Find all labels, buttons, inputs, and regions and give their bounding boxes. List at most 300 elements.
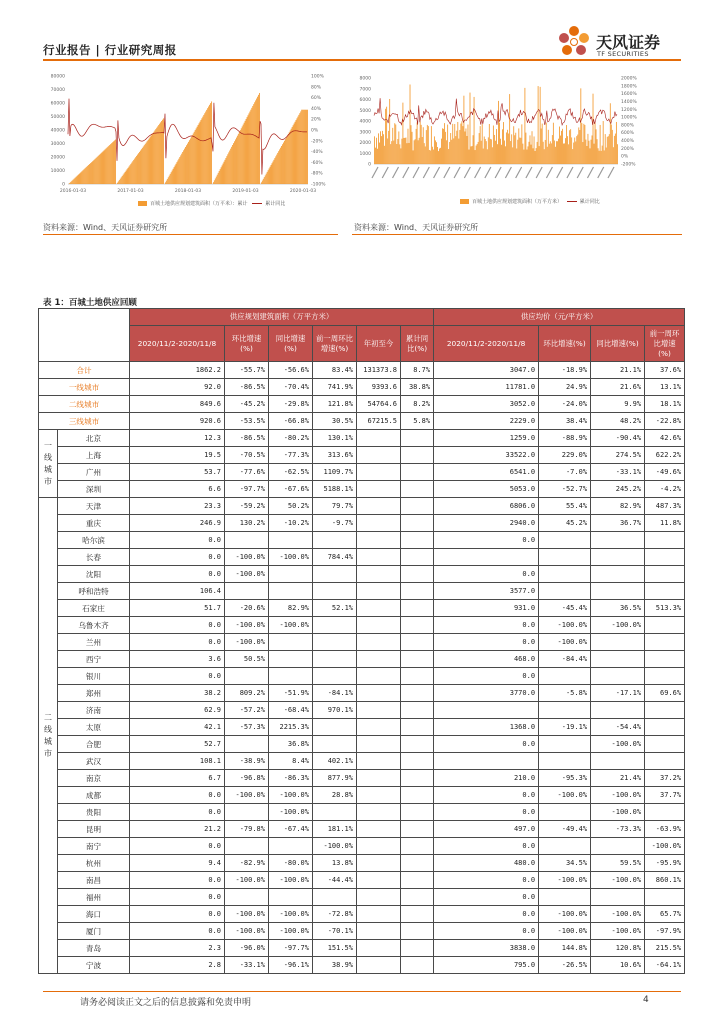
- bar: [179, 157, 180, 184]
- table-header-group-row: [39, 309, 685, 326]
- bar: [564, 143, 565, 164]
- bar: [80, 173, 81, 184]
- city-name: 上海: [58, 447, 130, 464]
- table-cell: 45.2%: [539, 515, 591, 532]
- table-cell: 784.4%: [313, 549, 357, 566]
- table-cell: -77.3%: [269, 447, 313, 464]
- bar: [103, 151, 104, 184]
- report-header-title: 行业报告 | 行业研究周报: [43, 43, 177, 57]
- city-name: 天津: [58, 498, 130, 515]
- bar: [230, 149, 231, 184]
- bar: [246, 119, 247, 184]
- bar: [571, 137, 572, 164]
- bar: [376, 138, 377, 164]
- bar: [439, 149, 440, 164]
- table-cell: 3770.0: [434, 685, 539, 702]
- bar: [156, 128, 157, 184]
- bar: [535, 151, 536, 164]
- bar: [481, 141, 482, 164]
- table-cell: 0.0: [434, 617, 539, 634]
- table-cell: [401, 855, 434, 872]
- table-cell: -100.0%: [591, 804, 645, 821]
- bar: [293, 125, 294, 184]
- bar: [300, 111, 301, 184]
- city-name: 乌鲁木齐: [58, 617, 130, 634]
- bar: [149, 138, 150, 184]
- bar: [172, 171, 173, 184]
- bar: [450, 133, 451, 164]
- bar: [461, 121, 462, 164]
- bar: [497, 144, 498, 164]
- bar: [296, 118, 297, 184]
- bar: [119, 180, 120, 184]
- table-cell: -64.1%: [645, 957, 685, 974]
- y-axis-right-tick: -20%: [311, 139, 323, 145]
- table-cell: -63.9%: [645, 821, 685, 838]
- bar: [229, 151, 230, 184]
- table-row: [39, 532, 685, 549]
- bar: [238, 134, 239, 184]
- table-row: [39, 804, 685, 821]
- y-axis-left-tick: 7000: [359, 87, 371, 93]
- bar: [147, 141, 148, 184]
- bar: [288, 134, 289, 184]
- bar: [275, 156, 276, 184]
- y-axis-left-tick: 0: [368, 162, 371, 168]
- bar: [395, 124, 396, 164]
- bar: [422, 137, 423, 164]
- table-cell: -100.0%: [269, 923, 313, 940]
- table-cell: [225, 889, 269, 906]
- y-axis-right-tick: 1600%: [621, 92, 637, 98]
- bar: [569, 130, 570, 164]
- bar: [174, 167, 175, 184]
- bar: [438, 151, 439, 164]
- table-cell: -62.5%: [269, 464, 313, 481]
- bar: [125, 172, 126, 184]
- table-cell: -70.5%: [225, 447, 269, 464]
- table-cell: 487.3%: [645, 498, 685, 515]
- bar: [217, 175, 218, 184]
- table-cell: 920.6: [130, 413, 225, 430]
- city-name: 西宁: [58, 651, 130, 668]
- bar: [504, 140, 505, 164]
- legend-line-label: 累计同比: [579, 199, 600, 205]
- bar: [254, 102, 255, 184]
- table-cell: -72.8%: [313, 906, 357, 923]
- bar: [494, 135, 495, 164]
- table-cell: [401, 821, 434, 838]
- bar: [524, 88, 525, 164]
- table-cell: 67215.5: [357, 413, 401, 430]
- table-cell: [225, 804, 269, 821]
- table-cell: -59.2%: [225, 498, 269, 515]
- bar: [86, 167, 87, 184]
- bar: [428, 126, 429, 164]
- table-row: [39, 702, 685, 719]
- table-cell: -82.9%: [225, 855, 269, 872]
- table-cell: [401, 753, 434, 770]
- bar: [474, 97, 475, 164]
- city-name: 成都: [58, 787, 130, 804]
- city-name: 兰州: [58, 634, 130, 651]
- bar: [83, 169, 84, 184]
- bar: [233, 143, 234, 184]
- bar: [270, 167, 271, 184]
- bar: [473, 135, 474, 164]
- bar: [594, 144, 595, 164]
- table-cell: [357, 549, 401, 566]
- table-cell: [357, 889, 401, 906]
- table-row: [39, 634, 685, 651]
- table-header-row: [39, 326, 685, 362]
- table-cell: [225, 838, 269, 855]
- table-cell: [357, 566, 401, 583]
- summary-row: [39, 396, 685, 413]
- y-axis-left-tick: 20000: [50, 155, 65, 161]
- x-axis-tick-mark: [608, 167, 614, 178]
- bar: [294, 124, 295, 184]
- table-cell: -100.0%: [269, 804, 313, 821]
- table-cell: 92.0: [130, 379, 225, 396]
- header-price-group: 供应均价（元/平方米）: [434, 309, 685, 326]
- bar: [482, 124, 483, 164]
- table-cell: [539, 804, 591, 821]
- bar: [411, 125, 412, 164]
- table-row: [39, 940, 685, 957]
- bar: [195, 130, 196, 184]
- bar: [468, 125, 469, 164]
- bar: [282, 144, 283, 184]
- table-cell: 6541.0: [434, 464, 539, 481]
- bar: [291, 129, 292, 184]
- table-cell: 59.5%: [591, 855, 645, 872]
- y-axis-left-tick: 0: [62, 182, 65, 188]
- table-cell: 131373.8: [357, 362, 401, 379]
- table-cell: 51.7: [130, 600, 225, 617]
- bar: [512, 147, 513, 164]
- bar: [452, 124, 453, 164]
- bar: [616, 122, 617, 164]
- table-cell: 0.0: [434, 838, 539, 855]
- table-cell: [645, 549, 685, 566]
- bar: [128, 168, 129, 184]
- bar: [426, 130, 427, 164]
- bar: [241, 128, 242, 184]
- table-cell: [401, 532, 434, 549]
- x-axis-tick-mark: [495, 167, 501, 178]
- bar: [297, 117, 298, 184]
- table-cell: [357, 685, 401, 702]
- table-row: [39, 821, 685, 838]
- bar: [104, 150, 105, 184]
- bar: [224, 160, 225, 184]
- table-cell: [357, 600, 401, 617]
- bar: [255, 100, 256, 184]
- summary-label: 合计: [39, 362, 130, 379]
- table-cell: 0.0: [434, 736, 539, 753]
- bar: [584, 125, 585, 164]
- footer-divider: [43, 991, 681, 992]
- source-divider-left: [43, 234, 338, 235]
- table-cell: -100.0%: [591, 906, 645, 923]
- table-cell: 12.3: [130, 430, 225, 447]
- bar: [554, 140, 555, 164]
- table-cell: 0.0: [130, 532, 225, 549]
- table-row: [39, 481, 685, 498]
- table-row: [39, 872, 685, 889]
- bar: [600, 125, 601, 164]
- summary-label: 一线城市: [39, 379, 130, 396]
- bar: [586, 146, 587, 164]
- flower-logo-icon: [556, 26, 592, 58]
- table-row: [39, 736, 685, 753]
- bar: [177, 160, 178, 184]
- bar: [226, 156, 227, 184]
- table-cell: 10.6%: [591, 957, 645, 974]
- y-axis-left-tick: 80000: [50, 74, 65, 80]
- table-cell: [313, 719, 357, 736]
- table-cell: 0.0: [130, 549, 225, 566]
- bar: [551, 143, 552, 164]
- bar: [514, 135, 515, 164]
- table-cell: [645, 736, 685, 753]
- bar: [193, 133, 194, 184]
- bar: [205, 112, 206, 184]
- bar: [140, 151, 141, 184]
- table-cell: 513.3%: [645, 600, 685, 617]
- table-cell: [539, 753, 591, 770]
- bar: [89, 164, 90, 184]
- bar: [617, 144, 618, 164]
- table-cell: [401, 787, 434, 804]
- bar: [70, 182, 71, 184]
- table-cell: 0.0: [130, 889, 225, 906]
- bar: [487, 149, 488, 164]
- table-cell: -97.7%: [269, 940, 313, 957]
- city-name: 贵阳: [58, 804, 130, 821]
- bar: [610, 103, 611, 164]
- table-cell: 50.5%: [225, 651, 269, 668]
- bar: [592, 135, 593, 164]
- table-cell: [401, 634, 434, 651]
- x-axis-tick-mark: [434, 167, 440, 178]
- bar: [453, 138, 454, 164]
- bar: [519, 138, 520, 164]
- bar: [462, 126, 463, 164]
- bar: [146, 142, 147, 184]
- bar: [415, 139, 416, 164]
- bar: [536, 148, 537, 164]
- bar: [235, 139, 236, 184]
- bar: [534, 136, 535, 164]
- table-cell: [645, 566, 685, 583]
- table-cell: -52.7%: [539, 481, 591, 498]
- bar: [390, 144, 391, 164]
- bar: [374, 136, 375, 164]
- bar: [76, 177, 77, 184]
- table-cell: [357, 770, 401, 787]
- table-cell: [313, 651, 357, 668]
- bar: [289, 132, 290, 184]
- table-cell: 5053.0: [434, 481, 539, 498]
- table-row: [39, 753, 685, 770]
- table-cell: -100.0%: [269, 787, 313, 804]
- bar: [142, 148, 143, 184]
- table-row: [39, 430, 685, 447]
- bar: [567, 136, 568, 164]
- table-row: [39, 651, 685, 668]
- table-cell: -100.0%: [539, 923, 591, 940]
- x-axis-tick-mark: [598, 167, 604, 178]
- table-cell: -100.0%: [225, 566, 269, 583]
- bar: [508, 133, 509, 164]
- table-cell: 33522.0: [434, 447, 539, 464]
- bar: [539, 146, 540, 164]
- chart-weekly-supply-svg: [350, 70, 650, 210]
- table-cell: -100.0%: [591, 872, 645, 889]
- bar: [491, 139, 492, 164]
- table-row: [39, 838, 685, 855]
- table-cell: [401, 719, 434, 736]
- table-cell: 48.2%: [591, 413, 645, 430]
- bar: [75, 178, 76, 184]
- header-yoy-price: 同比增速(%): [591, 326, 645, 362]
- bar: [92, 161, 93, 184]
- bar: [268, 170, 269, 184]
- table-cell: [357, 515, 401, 532]
- table-row: [39, 787, 685, 804]
- table-cell: 0.0: [434, 668, 539, 685]
- table-cell: 0.0: [434, 532, 539, 549]
- table-cell: -96.1%: [269, 957, 313, 974]
- bar: [180, 155, 181, 184]
- table-cell: -100.0%: [269, 549, 313, 566]
- bar: [151, 136, 152, 184]
- bar: [381, 136, 382, 164]
- table-cell: [357, 804, 401, 821]
- table-cell: 0.0: [434, 787, 539, 804]
- bar: [287, 136, 288, 184]
- y-axis-right-tick: 1800%: [621, 84, 637, 90]
- table-cell: [269, 889, 313, 906]
- table-cell: -86.5%: [225, 379, 269, 396]
- table-cell: -100.0%: [269, 872, 313, 889]
- table-cell: 0.0: [434, 566, 539, 583]
- bar: [214, 180, 215, 184]
- bar: [176, 162, 177, 184]
- bar: [397, 139, 398, 164]
- table-cell: [645, 651, 685, 668]
- table-cell: -77.6%: [225, 464, 269, 481]
- bar: [529, 142, 530, 164]
- bar: [398, 131, 399, 164]
- bar: [251, 108, 252, 184]
- bar: [225, 158, 226, 184]
- table-cell: [269, 838, 313, 855]
- y-axis-right-tick: 600%: [621, 131, 634, 137]
- bar: [132, 161, 133, 184]
- table-cell: 82.9%: [269, 600, 313, 617]
- bar: [515, 133, 516, 164]
- bar: [405, 138, 406, 164]
- bar: [561, 131, 562, 164]
- bar: [485, 139, 486, 164]
- table-cell: [357, 583, 401, 600]
- table-cell: [357, 719, 401, 736]
- bar: [449, 142, 450, 164]
- table-row: [39, 600, 685, 617]
- bar: [152, 133, 153, 184]
- bar: [155, 129, 156, 184]
- city-name: 太原: [58, 719, 130, 736]
- y-axis-right-tick: -60%: [311, 160, 323, 166]
- bar: [484, 137, 485, 164]
- bar: [459, 130, 460, 164]
- bar: [133, 160, 134, 184]
- table-cell: 38.8%: [401, 379, 434, 396]
- bar: [107, 147, 108, 184]
- bar: [161, 121, 162, 184]
- table-cell: -100.0%: [539, 787, 591, 804]
- bar: [110, 144, 111, 184]
- y-axis-left-tick: 1000: [359, 151, 371, 157]
- x-axis-tick-mark: [567, 167, 573, 178]
- table-cell: -45.2%: [225, 396, 269, 413]
- city-name: 昆明: [58, 821, 130, 838]
- bar: [189, 140, 190, 184]
- table-cell: [401, 923, 434, 940]
- bar: [150, 137, 151, 184]
- bar: [191, 137, 192, 184]
- table-cell: -100.0%: [645, 838, 685, 855]
- table-cell: -96.0%: [225, 940, 269, 957]
- table-cell: [645, 702, 685, 719]
- table-cell: 37.2%: [645, 770, 685, 787]
- table-cell: 24.9%: [539, 379, 591, 396]
- bar: [192, 135, 193, 184]
- bar: [123, 175, 124, 184]
- bar: [143, 147, 144, 184]
- bar: [264, 177, 265, 184]
- chart-weekly-supply: [350, 70, 650, 210]
- bar: [261, 182, 262, 184]
- bar: [128, 167, 129, 184]
- bar: [582, 142, 583, 164]
- bar: [272, 162, 273, 184]
- x-axis-tick-mark: [444, 167, 450, 178]
- table-cell: 0.0: [434, 634, 539, 651]
- bar: [249, 112, 250, 184]
- table-cell: [401, 617, 434, 634]
- bar: [603, 121, 604, 164]
- table-cell: 3838.0: [434, 940, 539, 957]
- city-name: 济南: [58, 702, 130, 719]
- bar: [531, 145, 532, 164]
- bar: [181, 154, 182, 184]
- bar: [429, 150, 430, 164]
- header-prev-mom: 前一周环比增速(%): [313, 326, 357, 362]
- bar: [186, 145, 187, 184]
- table-cell: [357, 923, 401, 940]
- bar: [298, 115, 299, 184]
- bar: [154, 130, 155, 184]
- source-divider-right: [352, 234, 682, 235]
- bar: [502, 129, 503, 164]
- bar: [492, 147, 493, 164]
- bar: [85, 168, 86, 184]
- bar: [400, 148, 401, 164]
